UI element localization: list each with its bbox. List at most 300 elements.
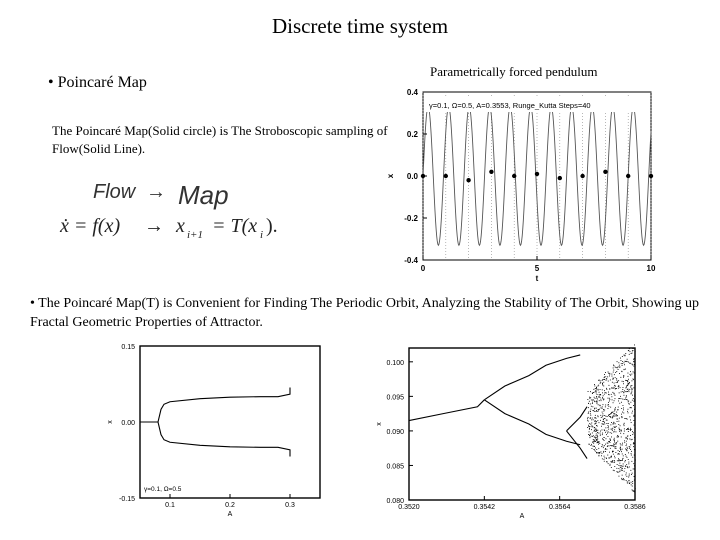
chaotic-point bbox=[600, 394, 601, 395]
chaotic-point bbox=[607, 416, 608, 417]
map-equation-end: ). bbox=[266, 215, 278, 237]
chaotic-point bbox=[618, 450, 619, 451]
chaotic-point bbox=[594, 431, 595, 432]
chaotic-point bbox=[596, 388, 597, 389]
y-tick-label: 0.0 bbox=[406, 172, 418, 181]
chaotic-point bbox=[628, 350, 629, 351]
chaotic-point bbox=[614, 427, 615, 428]
chaotic-point bbox=[620, 396, 621, 397]
chaotic-point bbox=[628, 452, 629, 453]
chaotic-point bbox=[623, 466, 624, 467]
chaotic-point bbox=[616, 431, 617, 432]
chaotic-point bbox=[611, 422, 612, 423]
chaotic-point bbox=[626, 380, 627, 381]
chaotic-point bbox=[591, 444, 592, 445]
chaotic-point bbox=[604, 445, 605, 446]
chaotic-point bbox=[620, 447, 621, 448]
chaotic-point bbox=[623, 392, 624, 393]
chaotic-point bbox=[632, 389, 633, 390]
chaotic-point bbox=[602, 421, 603, 422]
chaotic-point bbox=[635, 449, 636, 450]
chaotic-point bbox=[603, 399, 604, 400]
chaotic-point bbox=[623, 413, 624, 414]
chaotic-point bbox=[614, 438, 615, 439]
chaotic-point bbox=[630, 444, 631, 445]
chaotic-point bbox=[618, 468, 619, 469]
chaotic-point bbox=[634, 422, 635, 423]
chaotic-point bbox=[588, 412, 589, 413]
chaotic-point bbox=[625, 388, 626, 389]
chaotic-point bbox=[631, 461, 632, 462]
chaotic-point bbox=[633, 350, 634, 351]
chaotic-point bbox=[614, 416, 615, 417]
chaotic-point bbox=[614, 374, 615, 375]
chaotic-point bbox=[612, 392, 613, 393]
chaotic-point bbox=[589, 397, 590, 398]
chaotic-point bbox=[631, 484, 632, 485]
chaotic-point bbox=[612, 462, 613, 463]
chaotic-point bbox=[595, 451, 596, 452]
chaotic-point bbox=[613, 432, 614, 433]
chaotic-point bbox=[624, 471, 625, 472]
chaotic-point bbox=[609, 445, 610, 446]
chaotic-point bbox=[592, 436, 593, 437]
x-tick-label: 0.3542 bbox=[473, 504, 496, 511]
chaotic-point bbox=[632, 364, 633, 365]
chaotic-point bbox=[619, 463, 620, 464]
equation-arrow: → bbox=[144, 215, 164, 237]
chaotic-point bbox=[598, 409, 599, 410]
chaotic-point bbox=[613, 365, 614, 366]
chaotic-point bbox=[615, 444, 616, 445]
chaotic-point bbox=[616, 412, 617, 413]
chaotic-point bbox=[633, 348, 634, 349]
chaotic-point bbox=[597, 415, 598, 416]
chaotic-point bbox=[617, 421, 618, 422]
chaotic-point bbox=[617, 435, 618, 436]
chaotic-point bbox=[610, 424, 611, 425]
chaotic-point bbox=[595, 391, 596, 392]
chaotic-point bbox=[624, 390, 625, 391]
chaotic-point bbox=[623, 478, 624, 479]
chaotic-point bbox=[624, 355, 625, 356]
chaotic-point bbox=[608, 427, 609, 428]
chaotic-point bbox=[619, 428, 620, 429]
chaotic-point bbox=[597, 411, 598, 412]
chaotic-point bbox=[625, 460, 626, 461]
chaotic-point bbox=[629, 480, 630, 481]
chaotic-point bbox=[613, 388, 614, 389]
chaotic-point bbox=[622, 363, 623, 364]
chaotic-point bbox=[606, 379, 607, 380]
chaotic-point bbox=[593, 443, 594, 444]
chaotic-point bbox=[620, 433, 621, 434]
flow-equation: ẋ = f(x) bbox=[60, 215, 121, 237]
chaotic-point bbox=[600, 431, 601, 432]
chaotic-point bbox=[630, 387, 631, 388]
chaotic-point bbox=[602, 430, 603, 431]
chaotic-point bbox=[628, 362, 629, 363]
chaotic-point bbox=[604, 422, 605, 423]
chaotic-point bbox=[588, 413, 589, 414]
chaotic-point bbox=[589, 431, 590, 432]
chaotic-point bbox=[605, 405, 606, 406]
chaotic-point bbox=[615, 386, 616, 387]
chaotic-point bbox=[620, 358, 621, 359]
chaotic-point bbox=[614, 442, 615, 443]
chaotic-point bbox=[626, 473, 627, 474]
chaotic-point bbox=[614, 385, 615, 386]
chaotic-point bbox=[617, 460, 618, 461]
chaotic-point bbox=[590, 417, 591, 418]
chaotic-point bbox=[629, 447, 630, 448]
chaotic-point bbox=[622, 459, 623, 460]
chaotic-point bbox=[608, 402, 609, 403]
chaotic-point bbox=[628, 429, 629, 430]
chaotic-point bbox=[614, 413, 615, 414]
chaotic-point bbox=[589, 401, 590, 402]
chaotic-point bbox=[616, 468, 617, 469]
chaotic-point bbox=[608, 463, 609, 464]
chaotic-point bbox=[629, 467, 630, 468]
chaotic-point bbox=[605, 406, 606, 407]
chaotic-point bbox=[607, 445, 608, 446]
chaotic-point bbox=[607, 462, 608, 463]
chaotic-point bbox=[621, 402, 622, 403]
chaotic-point bbox=[623, 464, 624, 465]
chaotic-point bbox=[602, 408, 603, 409]
chaotic-point bbox=[588, 391, 589, 392]
chaotic-point bbox=[612, 428, 613, 429]
chaotic-point bbox=[627, 450, 628, 451]
chaotic-point bbox=[603, 409, 604, 410]
chaotic-point bbox=[614, 365, 615, 366]
chaotic-point bbox=[597, 426, 598, 427]
chaotic-point bbox=[610, 417, 611, 418]
chaotic-point bbox=[624, 431, 625, 432]
chaotic-point bbox=[614, 466, 615, 467]
chaotic-point bbox=[623, 381, 624, 382]
map-equation-mid: = T(x bbox=[212, 215, 258, 237]
y-tick-label: 0.095 bbox=[386, 394, 404, 402]
chaotic-point bbox=[597, 399, 598, 400]
chaotic-point bbox=[635, 428, 636, 429]
chaotic-point bbox=[591, 423, 592, 424]
chaotic-point bbox=[623, 383, 624, 384]
chaotic-point bbox=[605, 449, 606, 450]
chaotic-point bbox=[634, 345, 635, 346]
chaotic-point bbox=[616, 442, 617, 443]
chaotic-point bbox=[589, 426, 590, 427]
chaotic-point bbox=[598, 397, 599, 398]
chaotic-point bbox=[596, 449, 597, 450]
chaotic-point bbox=[612, 376, 613, 377]
chaotic-point bbox=[598, 444, 599, 445]
chaotic-point bbox=[625, 369, 626, 370]
chaotic-point bbox=[615, 415, 616, 416]
chaotic-point bbox=[610, 440, 611, 441]
chaotic-point bbox=[612, 418, 613, 419]
chaotic-point bbox=[611, 457, 612, 458]
chaotic-point bbox=[596, 387, 597, 388]
chaotic-point bbox=[597, 420, 598, 421]
chaotic-point bbox=[596, 434, 597, 435]
chaotic-point bbox=[635, 470, 636, 471]
chaotic-point bbox=[604, 440, 605, 441]
chaotic-point bbox=[594, 430, 595, 431]
chaotic-point bbox=[610, 432, 611, 433]
chaotic-point bbox=[632, 486, 633, 487]
chaotic-point bbox=[613, 423, 614, 424]
chaotic-point bbox=[602, 412, 603, 413]
chaotic-point bbox=[588, 421, 589, 422]
chaotic-point bbox=[610, 442, 611, 443]
chaotic-point bbox=[626, 397, 627, 398]
chaotic-point bbox=[634, 358, 635, 359]
chaotic-point bbox=[631, 391, 632, 392]
chaotic-point bbox=[590, 409, 591, 410]
chaotic-point bbox=[602, 380, 603, 381]
chaotic-point bbox=[625, 438, 626, 439]
chaotic-point bbox=[634, 469, 635, 470]
chaotic-point bbox=[605, 416, 606, 417]
chaotic-point bbox=[614, 460, 615, 461]
y-tick-label: 0.00 bbox=[121, 420, 135, 427]
chaotic-point bbox=[611, 437, 612, 438]
chaotic-point bbox=[594, 427, 595, 428]
chaotic-point bbox=[597, 403, 598, 404]
chart1-title: Parametrically forced pendulum bbox=[430, 64, 598, 79]
chaotic-point bbox=[621, 408, 622, 409]
chaotic-point bbox=[600, 399, 601, 400]
x-tick-label: 0.2 bbox=[225, 502, 235, 509]
chaotic-point bbox=[634, 373, 635, 374]
chaotic-point bbox=[592, 418, 593, 419]
chaotic-point bbox=[622, 361, 623, 362]
chaotic-point bbox=[624, 369, 625, 370]
chaotic-point bbox=[632, 483, 633, 484]
chaotic-point bbox=[635, 490, 636, 491]
chaotic-point bbox=[614, 441, 615, 442]
chaotic-point bbox=[598, 433, 599, 434]
chaotic-point bbox=[621, 363, 622, 364]
chaotic-point bbox=[628, 379, 629, 380]
chaotic-point bbox=[623, 408, 624, 409]
chaotic-point bbox=[599, 400, 600, 401]
chaotic-point bbox=[633, 379, 634, 380]
chaotic-point bbox=[616, 367, 617, 368]
chaotic-point bbox=[609, 373, 610, 374]
chaotic-point bbox=[614, 440, 615, 441]
chaotic-point bbox=[619, 431, 620, 432]
chaotic-point bbox=[602, 433, 603, 434]
chaotic-point bbox=[591, 419, 592, 420]
chaotic-point bbox=[614, 394, 615, 395]
chaotic-point bbox=[621, 437, 622, 438]
chaotic-point bbox=[605, 432, 606, 433]
chaotic-point bbox=[618, 366, 619, 367]
chaotic-point bbox=[632, 413, 633, 414]
chaotic-point bbox=[627, 428, 628, 429]
chaotic-point bbox=[629, 404, 630, 405]
chaotic-point bbox=[616, 416, 617, 417]
chaotic-point bbox=[590, 424, 591, 425]
chaotic-point bbox=[621, 460, 622, 461]
chaotic-point bbox=[623, 458, 624, 459]
chaotic-point bbox=[630, 407, 631, 408]
chaotic-point bbox=[609, 452, 610, 453]
chaotic-point bbox=[630, 430, 631, 431]
chaotic-point bbox=[617, 437, 618, 438]
chaotic-point bbox=[632, 489, 633, 490]
chaotic-point bbox=[596, 393, 597, 394]
chaotic-point bbox=[630, 371, 631, 372]
chaotic-point bbox=[590, 411, 591, 412]
chaotic-point bbox=[596, 435, 597, 436]
chaotic-point bbox=[608, 381, 609, 382]
chaotic-point bbox=[622, 475, 623, 476]
chaotic-point bbox=[591, 445, 592, 446]
chaotic-point bbox=[595, 448, 596, 449]
chaotic-point bbox=[589, 435, 590, 436]
chaotic-point bbox=[595, 429, 596, 430]
chaotic-point bbox=[596, 411, 597, 412]
chaotic-point bbox=[618, 458, 619, 459]
chaotic-point bbox=[626, 480, 627, 481]
chaotic-point bbox=[634, 437, 635, 438]
chaotic-point bbox=[608, 425, 609, 426]
chaotic-point bbox=[594, 440, 595, 441]
chaotic-point bbox=[595, 388, 596, 389]
chaotic-point bbox=[614, 444, 615, 445]
chaotic-point bbox=[624, 399, 625, 400]
chaotic-point bbox=[621, 445, 622, 446]
chaotic-point bbox=[621, 478, 622, 479]
chaotic-point bbox=[628, 383, 629, 384]
flow-label: Flow bbox=[93, 181, 136, 203]
chaotic-point bbox=[603, 451, 604, 452]
chaotic-point bbox=[590, 434, 591, 435]
chaotic-point bbox=[609, 441, 610, 442]
chaotic-point bbox=[622, 479, 623, 480]
chaotic-point bbox=[604, 390, 605, 391]
chaotic-point bbox=[605, 376, 606, 377]
chaotic-point bbox=[616, 382, 617, 383]
chaotic-point bbox=[589, 398, 590, 399]
chaotic-point bbox=[632, 439, 633, 440]
chaotic-point bbox=[627, 436, 628, 437]
chaotic-point bbox=[632, 431, 633, 432]
chaotic-point bbox=[587, 399, 588, 400]
chaotic-point bbox=[631, 451, 632, 452]
chaotic-point bbox=[620, 467, 621, 468]
chaotic-point bbox=[621, 414, 622, 415]
chaotic-point bbox=[596, 398, 597, 399]
chaotic-point bbox=[602, 385, 603, 386]
chaotic-point bbox=[626, 418, 627, 419]
chaotic-point bbox=[617, 381, 618, 382]
chaotic-point bbox=[602, 458, 603, 459]
chaotic-point bbox=[634, 480, 635, 481]
chaotic-point bbox=[619, 476, 620, 477]
chaotic-point bbox=[620, 460, 621, 461]
chaotic-point bbox=[609, 416, 610, 417]
y-tick-label: -0.15 bbox=[119, 496, 135, 503]
chaotic-point bbox=[623, 387, 624, 388]
chaotic-point bbox=[619, 403, 620, 404]
chaotic-point bbox=[593, 435, 594, 436]
chaotic-point bbox=[602, 397, 603, 398]
chaotic-point bbox=[610, 457, 611, 458]
chaotic-point bbox=[615, 409, 616, 410]
chaotic-point bbox=[627, 389, 628, 390]
chaotic-point bbox=[591, 429, 592, 430]
chaotic-point bbox=[635, 491, 636, 492]
chaotic-point bbox=[604, 461, 605, 462]
chaotic-point bbox=[604, 410, 605, 411]
chaotic-point bbox=[616, 378, 617, 379]
x-tick-label: 0.3586 bbox=[624, 504, 646, 511]
chaotic-point bbox=[634, 409, 635, 410]
poincare-description: The Poincaré Map(Solid circle) is The Stroboscopic sampling of Flow(Solid Line). bbox=[52, 123, 388, 156]
plot-frame bbox=[140, 346, 320, 498]
chaotic-point bbox=[615, 446, 616, 447]
chaotic-point bbox=[612, 460, 613, 461]
chaotic-point bbox=[616, 426, 617, 427]
chaotic-point bbox=[616, 446, 617, 447]
chaotic-point bbox=[628, 390, 629, 391]
chaotic-point bbox=[625, 449, 626, 450]
chaotic-point bbox=[596, 391, 597, 392]
chaotic-point bbox=[627, 380, 628, 381]
chaotic-point bbox=[604, 457, 605, 458]
chaotic-point bbox=[616, 448, 617, 449]
chaotic-point bbox=[622, 468, 623, 469]
chaotic-point bbox=[605, 392, 606, 393]
x-tick-label: 0.1 bbox=[165, 502, 175, 509]
chaotic-point bbox=[614, 462, 615, 463]
chaotic-point bbox=[634, 449, 635, 450]
chaotic-point bbox=[616, 443, 617, 444]
chaotic-point bbox=[615, 395, 616, 396]
chaotic-point bbox=[618, 424, 619, 425]
chaotic-point bbox=[596, 423, 597, 424]
chaotic-point bbox=[626, 361, 627, 362]
chaotic-point bbox=[630, 375, 631, 376]
chaotic-point bbox=[603, 452, 604, 453]
chaotic-point bbox=[588, 434, 589, 435]
chaotic-point bbox=[623, 405, 624, 406]
chaotic-point bbox=[613, 402, 614, 403]
chaotic-point bbox=[600, 405, 601, 406]
chaotic-point bbox=[622, 454, 623, 455]
chaotic-point bbox=[595, 437, 596, 438]
chaotic-point bbox=[624, 442, 625, 443]
chaotic-point bbox=[615, 452, 616, 453]
chaotic-point bbox=[604, 430, 605, 431]
chaotic-point bbox=[618, 407, 619, 408]
chaotic-point bbox=[601, 451, 602, 452]
chaotic-point bbox=[626, 386, 627, 387]
chaotic-point bbox=[633, 387, 634, 388]
chaotic-point bbox=[604, 424, 605, 425]
chaotic-point bbox=[624, 440, 625, 441]
chaotic-point bbox=[608, 432, 609, 433]
chaotic-point bbox=[624, 362, 625, 363]
chaotic-point bbox=[595, 431, 596, 432]
chaotic-point bbox=[621, 392, 622, 393]
chaotic-point bbox=[597, 402, 598, 403]
